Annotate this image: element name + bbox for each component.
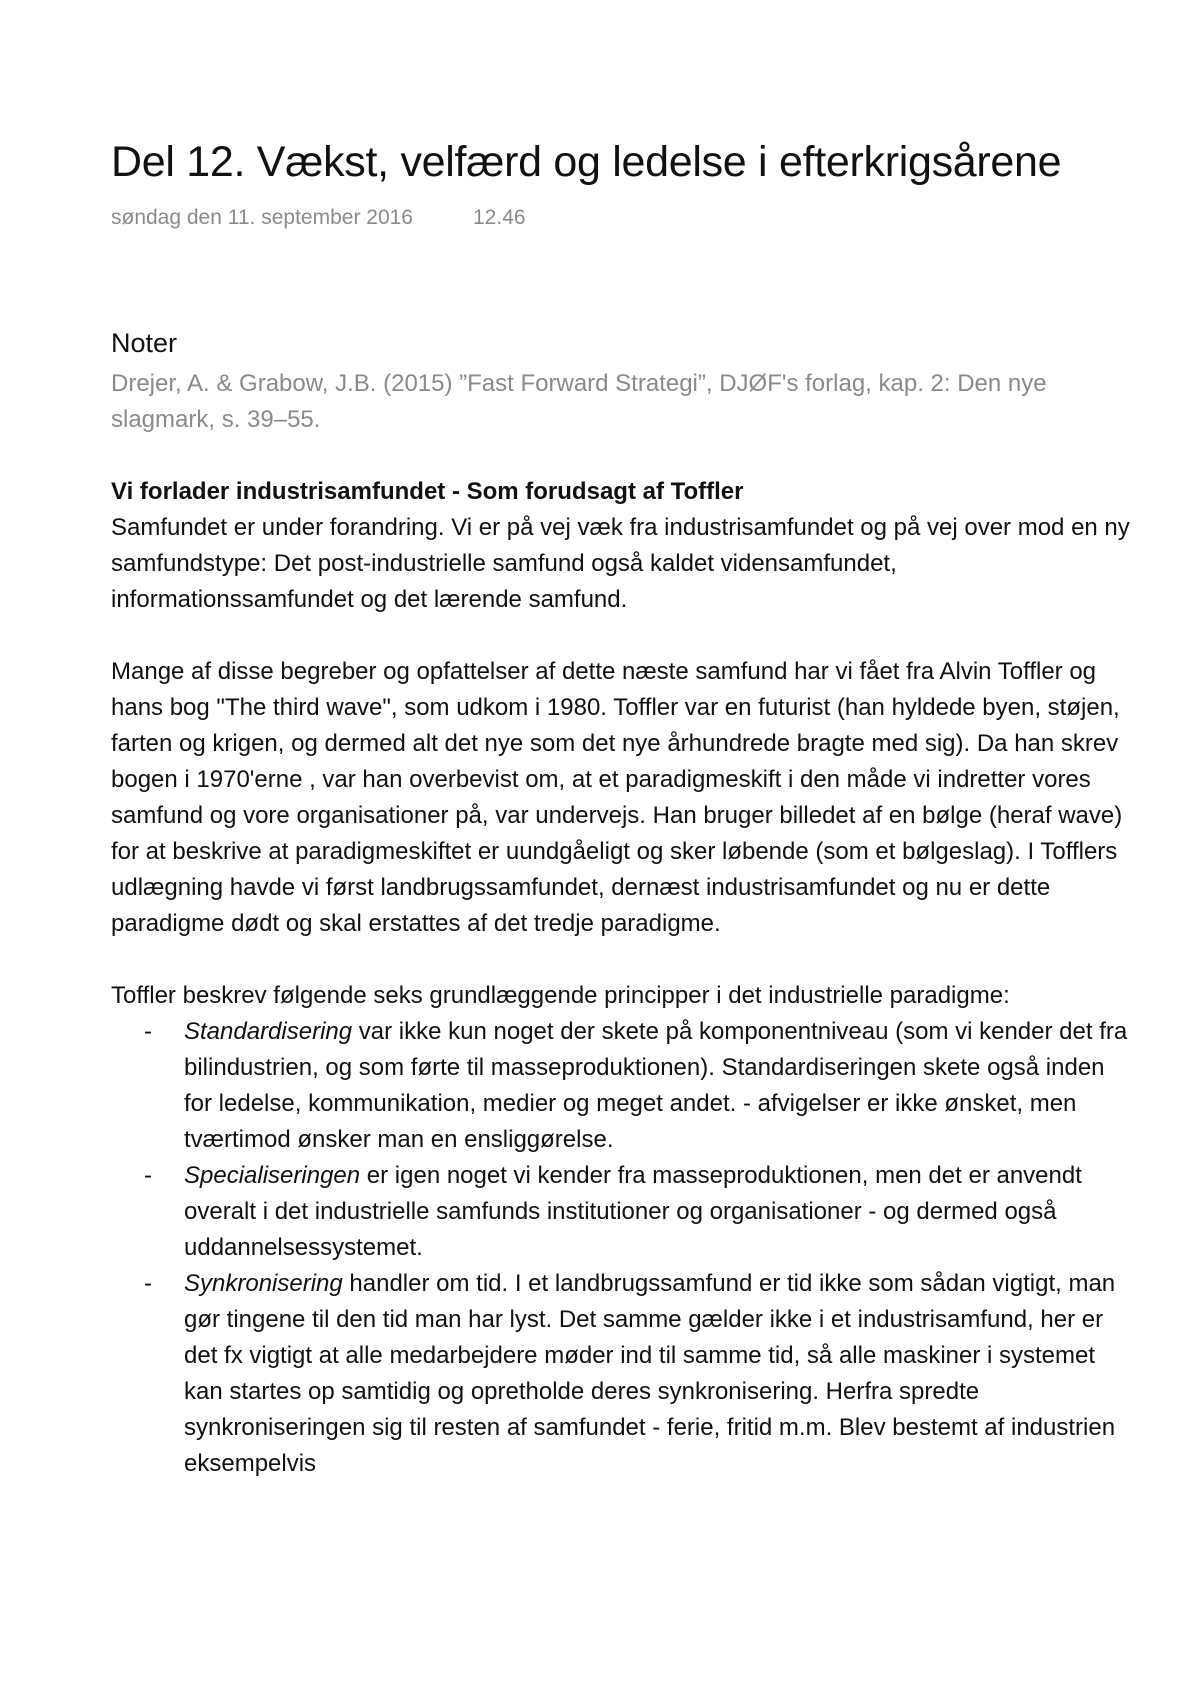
notes-label: Noter <box>111 328 178 358</box>
page-time: 12.46 <box>473 206 526 229</box>
blank-line <box>111 618 1131 654</box>
section-heading: Vi forlader industrisamfundet - Som forudsagt af Toffler <box>111 478 744 505</box>
page-date: søndag den 11. september 2016 <box>111 206 413 229</box>
principle-text: var ikke kun noget der skete på komponentniveau (som vi kender det fra bilindustrien, og som førte til masseproduktionen). Standardiseringen skete også inden for ledelse, kommunikation, medier og meget andet. - afvigelser er ikke ønsket, men tværtimod ønsker man en ensliggørelse. <box>184 1018 1128 1153</box>
principles-list <box>111 1014 1131 1482</box>
paragraph: Toffler beskrev følgende seks grundlæggende principper i det industrielle paradigme: <box>111 982 1010 1009</box>
page-timestamp <box>111 206 526 230</box>
paragraph: Mange af disse begreber og opfattelser af dette næste samfund har vi fået fra Alvin Toffler og hans bog "The third wave", som udkom i 1980. Toffler var en futurist (han hyldede byen, støjen, farten og krigen, og dermed alt det nye som det nye århundrede bragte med sig). Da han skrev bogen i 1970'erne , var han overbevist om, at et paradigmeskift i den måde vi indretter vores samfund og vore organisationer på, var undervejs. Han bruger billedet af en bølge (heraf wave) for at beskrive at paradigmeskiftet er uundgåeligt og sker løbende (som et bølgeslag). I Tofflers udlægning havde vi først landbrugssamfundet, dernæst industrisamfundet og nu er dette paradigme dødt og skal erstattes af det tredje paradigme. <box>111 658 1123 937</box>
bullet-marker: - <box>144 1018 152 1045</box>
principle-term: Standardisering <box>184 1018 353 1045</box>
bullet-marker: - <box>144 1162 152 1189</box>
blank-line <box>111 942 1131 978</box>
list-item <box>111 1158 1131 1266</box>
principle-term: Specialiseringen <box>184 1162 361 1189</box>
note-body[interactable] <box>111 366 1131 1591</box>
principle-text: handler om tid. I et landbrugssamfund er tid ikke som sådan vigtigt, man gør tingene til den tid man har lyst. Det samme gælder ikke i et industrisamfund, her er det fx vigtigt at alle medarbejdere møder ind til samme tid, så alle maskiner i systemet kan startes op samtidig og opretholde deres synkronisering. Herfra spredte synkroniseringen sig til resten af samfundet - ferie, fritid m.m. Blev bestemt af industrien eksempelvis <box>184 1270 1116 1477</box>
blank-line <box>111 438 1131 474</box>
bullet-marker: - <box>144 1270 152 1297</box>
principle-text: er igen noget vi kender fra masseproduktionen, men det er anvendt overalt i det industrielle samfunds institutioner og organisationer - og dermed også uddannelsessystemet. <box>184 1162 1082 1261</box>
list-item <box>111 1266 1131 1482</box>
source-reference: Drejer, A. & Grabow, J.B. (2015) ”Fast Forward Strategi”, DJØF's forlag, kap. 2: Den nye slagmark, s. 39–55. <box>111 370 1047 433</box>
page-title: Del 12. Vækst, velfærd og ledelse i efterkrigsårene <box>111 138 1062 186</box>
list-item <box>111 1014 1131 1158</box>
principle-term: Synkronisering <box>184 1270 343 1297</box>
paragraph: Samfundet er under forandring. Vi er på vej væk fra industrisamfundet og på vej over mod en ny samfundstype: Det post-industrielle samfund også kaldet vidensamfundet, informationssamfundet og det lærende samfund. <box>111 514 1130 613</box>
